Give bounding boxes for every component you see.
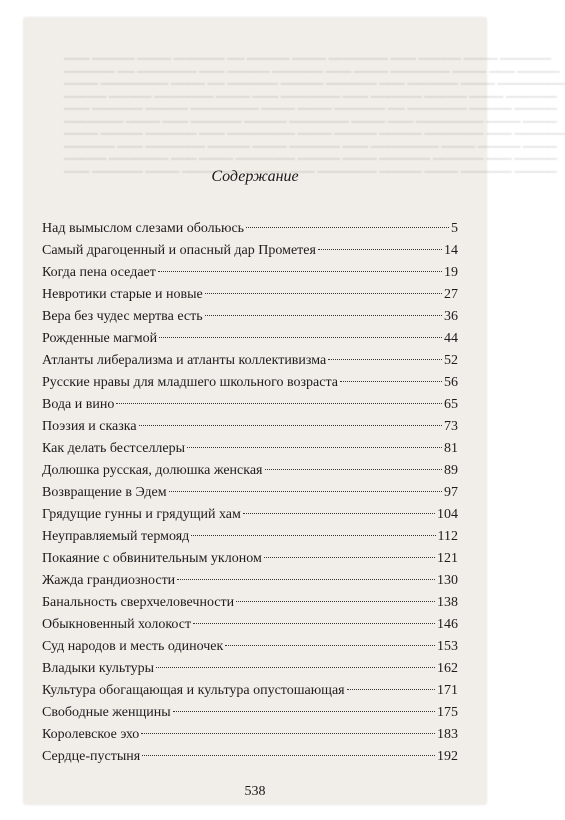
toc-entry-title: Свободные женщины [42,705,171,720]
page-number: 538 [244,784,266,799]
toc-entry [42,438,458,460]
dot-leader [158,271,442,272]
toc-entry-page: 112 [437,529,458,544]
dot-leader [173,711,435,712]
dot-leader [205,315,442,316]
contents-heading: Содержание [211,168,299,185]
toc-entry-page: 121 [437,551,458,566]
toc-entry-title: Культура обогащающая и культура опустошающая [42,683,345,698]
dot-leader [236,601,435,602]
toc-entry [42,284,458,306]
toc-entry-page: 89 [444,463,458,478]
toc-entry-page: 153 [437,639,458,654]
toc-entry-page: 36 [444,309,458,324]
toc-entry [42,460,458,482]
toc-entry [42,724,458,746]
toc-entry-page: 183 [437,727,458,742]
toc-entry-page: 146 [437,617,458,632]
toc-entry [42,416,458,438]
toc-entry-title: Королевское эхо [42,727,140,742]
dot-leader [347,689,435,690]
toc-entry-page: 65 [444,397,458,412]
toc-entry-title: Над вымыслом слезами обольюсь [42,221,245,236]
toc-entry-title: Вера без чудес мертва есть [42,309,203,324]
toc-entry [42,482,458,504]
toc-entry [42,592,458,614]
toc-entry-page: 138 [437,595,458,610]
dot-leader [328,359,442,360]
toc-entry-title: Русские нравы для младшего школьного возраста [42,375,338,390]
toc-entry [42,702,458,724]
toc-entry-page: 44 [444,331,458,346]
toc-entry-title: Покаяние с обвинительным уклоном [42,551,262,566]
dot-leader [139,425,442,426]
dot-leader [141,733,435,734]
toc-entry-page: 81 [444,441,458,456]
toc-entry-page: 27 [444,287,458,302]
toc-entry [42,504,458,526]
toc-entry-title: Когда пена оседает [42,265,156,280]
dot-leader [265,469,443,470]
toc-entry [42,218,458,240]
dot-leader [177,579,435,580]
toc-entry [42,636,458,658]
toc-entry [42,306,458,328]
toc-entry-page: 192 [437,749,458,764]
toc-entry-title: Долюшка русская, долюшка женская [42,463,263,478]
toc-entry-page: 97 [444,485,458,500]
toc-entry-title: Поэзия и сказка [42,419,137,434]
dot-leader [142,755,435,756]
toc-entry-title: Банальность сверхчеловечности [42,595,235,610]
toc-entry [42,350,458,372]
toc-entry-page: 104 [437,507,458,522]
toc-entry-page: 162 [437,661,458,676]
dot-leader [156,667,435,668]
toc-entry-page: 175 [437,705,458,720]
toc-entry-page: 171 [437,683,458,698]
toc-entry-title: Вода и вино [42,397,115,412]
dot-leader [193,623,435,624]
dot-leader [225,645,435,646]
toc-entry [42,328,458,350]
book-page [24,18,565,804]
toc-entry-page: 130 [437,573,458,588]
toc-entry-page: 56 [444,375,458,390]
toc-entry-title: Сердце-пустыня [42,749,141,764]
toc-entry [42,548,458,570]
dot-leader [116,403,442,404]
dot-leader [246,227,449,228]
toc-entry-page: 73 [444,419,458,434]
toc-entry [42,746,458,768]
table-of-contents [42,218,458,768]
toc-entry-page: 14 [444,243,458,258]
toc-entry-page: 5 [451,221,458,236]
dot-leader [159,337,442,338]
toc-entry-title: Суд народов и месть одиночек [42,639,224,654]
toc-entry [42,526,458,548]
toc-entry-title: Возвращение в Эдем [42,485,167,500]
toc-entry-title: Рожденные магмой [42,331,158,346]
toc-entry [42,372,458,394]
toc-entry [42,240,458,262]
dot-leader [243,513,435,514]
toc-entry-title: Невротики старые и новые [42,287,203,302]
toc-entry-title: Как делать бестселлеры [42,441,186,456]
dot-leader [169,491,442,492]
dot-leader [340,381,442,382]
dot-leader [187,447,442,448]
dot-leader [318,249,442,250]
toc-entry-title: Обыкновенный холокост [42,617,192,632]
toc-entry-title: Грядущие гунны и грядущий хам [42,507,241,522]
toc-entry-title: Жажда грандиозности [42,573,176,588]
toc-entry [42,658,458,680]
toc-entry-page: 52 [444,353,458,368]
toc-entry-title: Неуправляемый термояд [42,529,190,544]
toc-entry [42,570,458,592]
toc-entry-page: 19 [444,265,458,280]
toc-entry [42,394,458,416]
show-through-texture: ▁▁▁ ▁▁▁▁▁ ▁▁▁▁ ▁▁▁▁▁▁ ▁▁ ▁▁▁▁▁ ▁▁▁▁ ▁▁▁▁▁▁▁ ▁▁▁ ▁▁▁▁▁ ▁▁▁▁ ▁▁▁▁▁▁ ▁▁▁▁▁▁ ▁▁ ▁▁▁▁▁▁▁ ▁▁▁ ▁▁▁▁▁ ▁▁▁▁▁▁ ▁▁▁ ▁▁▁▁ ▁▁▁▁▁▁▁ ▁▁▁▁ ▁▁▁ ▁▁▁▁▁ ▁▁▁▁ ▁▁▁▁▁▁▁▁ ▁▁▁▁ ▁▁ ▁▁▁▁▁▁ ▁▁▁▁▁ ▁▁▁▁▁▁ ▁▁▁ ▁▁▁▁▁▁ ▁▁▁▁ ▁▁▁▁▁▁▁▁ ▁▁▁▁▁ ▁▁▁▁▁ ▁▁▁▁▁▁▁ ▁▁▁▁ ▁▁▁ ▁▁▁▁▁▁▁ ▁▁▁ ▁▁▁▁▁▁ ▁▁▁▁▁ ▁▁▁▁ ▁▁▁▁▁▁ ▁▁▁ ▁▁▁▁▁▁ ▁▁▁▁▁ ▁▁▁▁▁▁▁▁ ▁▁▁▁ ▁▁▁▁ ▁▁▁▁▁▁ ▁▁ ▁▁▁▁▁▁▁ ▁▁▁▁▁ ▁▁▁▁▁ ▁▁▁▁▁▁▁ ▁▁▁▁ ▁▁▁ ▁▁▁▁▁▁ ▁▁▁▁▁ ▁▁▁▁▁▁▁ ▁▁▁▁ ▁▁▁ ▁▁▁▁▁▁▁▁ ▁▁▁▁ ▁▁▁▁ ▁▁▁▁ ▁▁▁▁▁ ▁▁▁▁▁▁ ▁▁▁ ▁▁▁▁▁▁▁▁ ▁▁▁▁ ▁▁▁▁▁ ▁▁▁▁▁ ▁▁▁▁▁▁▁ ▁▁▁ ▁▁▁▁▁▁ ▁▁▁▁▁▁ ▁▁▁ ▁▁▁▁▁▁▁ ▁▁▁▁▁ ▁▁▁▁ ▁▁▁▁▁▁ ▁▁▁ ▁▁▁▁▁▁▁▁ ▁▁▁▁ ▁▁▁▁▁ ▁▁▁▁ ▁▁▁▁▁ ▁▁▁▁▁▁▁ ▁▁▁ ▁▁▁▁ ▁▁▁▁▁▁▁ ▁▁▁▁▁ ▁▁▁▁ ▁▁▁▁▁▁ ▁▁▁▁▁▁ ▁▁▁ ▁▁▁▁▁ ▁▁▁ ▁▁▁▁▁▁ ▁▁▁▁ ▁▁▁▁▁▁▁ ▁▁▁▁▁ ▁▁▁ ▁▁▁▁▁▁▁ ▁▁▁▁▁ ▁▁▁▁ ▁▁▁▁▁▁ ▁▁▁▁▁ [64,48,565,173]
dot-leader [264,557,435,558]
dot-leader [191,535,435,536]
toc-entry [42,614,458,636]
toc-entry [42,262,458,284]
toc-entry [42,680,458,702]
toc-entry-title: Самый драгоценный и опасный дар Прометея [42,243,316,258]
dot-leader [205,293,442,294]
toc-entry-title: Атланты либерализма и атланты коллективизма [42,353,327,368]
toc-entry-title: Владыки культуры [42,661,155,676]
